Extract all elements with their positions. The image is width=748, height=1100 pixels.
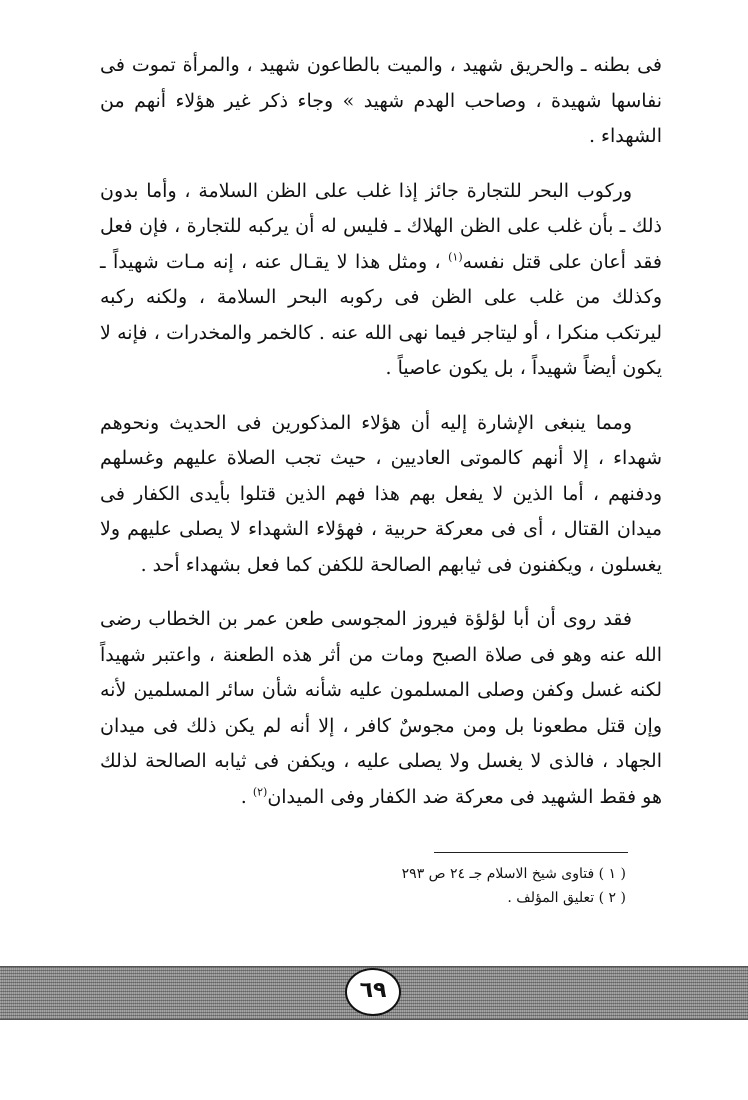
paragraph-1-text: فى بطنه ـ والحريق شهيد ، والميت بالطاعون شهيد ، والمرأة تموت فى نفاسها شهيدة ، وصاحب الهدم شهيد » وجاء ذكر غير هؤلاء أنهم من الشهداء . xyxy=(100,54,662,147)
paragraph-4-text-end: . xyxy=(240,785,253,808)
page-number: ٦٩ xyxy=(345,968,401,1016)
footnote-1: ( ١ ) فتاوى شيخ الاسلام جـ ٢٤ ص ٢٩٣ xyxy=(401,866,626,882)
body-text xyxy=(100,48,662,834)
paragraph-1 xyxy=(100,48,662,155)
footnote-ref-1[interactable]: (١) xyxy=(448,250,463,264)
paragraph-2-text-start: وركوب البحر للتجارة جائز إذا غلب على الظن السلامة ، وأما بدون ذلك ـ بأن غلب على الظن الهلاك ـ فليس له أن يركبه للتجارة ، فإن فعل فقد أعان على قتل نفسه xyxy=(100,179,662,273)
footnote-2: ( ٢ ) تعليق المؤلف . xyxy=(507,890,626,906)
paragraph-3 xyxy=(100,406,662,584)
paragraph-3-text: ومما ينبغى الإشارة إليه أن هؤلاء المذكورين فى الحديث ونحوهم شهداء ، إلا أنهم كالموتى العاديين ، حيث تجب الصلاة عليهم وغسلهم ودفنهم ، أما الذين لا يفعل بهم هذا فهم الذين قتلوا بأيدى الكفار فى ميدان القتال ، أى فى معركة حربية ، فهؤلاء الشهداء لا يصلى عليهم ولا يغسلون ، ويكفنون فى ثيابهم الصالحة للكفن كما فعل بشهداء أحد . xyxy=(100,411,662,576)
paragraph-2-text-end: ، ومثل هذا لا يقـال عنه ، إنه مـات شهيداً ـ وكذلك من غلب على الظن فى ركوبه البحر السلامة ، ولكنه ركبه ليرتكب منكرا ، أو ليتاجر فيما نهى الله عنه . كالخمر والمخدرات ، فإنه لا يكون أيضاً شهيداً ، بل يكون عاصياً . xyxy=(100,250,662,379)
footnotes xyxy=(206,862,626,910)
paragraph-4-text-start: فقد روى أن أبا لؤلؤة فيروز المجوسى طعن عمر بن الخطاب رضى الله عنه وهو فى صلاة الصبح ومات من أثر هذه الطعنة ، واعتبر شهيداً لكنه غسل وكفن وصلى المسلمون عليه شأنه شأن سائر المسلمين لأنه وإن قتل مطعونا بل ومن مجوسٌ كافر ، إلا أنه لم يكن ذلك فى ميدان الجهاد ، فالذى لا يغسل ولا يصلى عليه ، ويكفن فى ثيابه الصالحة لذلك هو فقط الشهيد فى معركة ضد الكفار وفى الميدان xyxy=(100,608,662,808)
paragraph-4 xyxy=(100,602,662,815)
paragraph-2 xyxy=(100,174,662,387)
footnote-ref-2[interactable]: (٢) xyxy=(252,785,268,799)
footnote-divider xyxy=(434,852,628,853)
